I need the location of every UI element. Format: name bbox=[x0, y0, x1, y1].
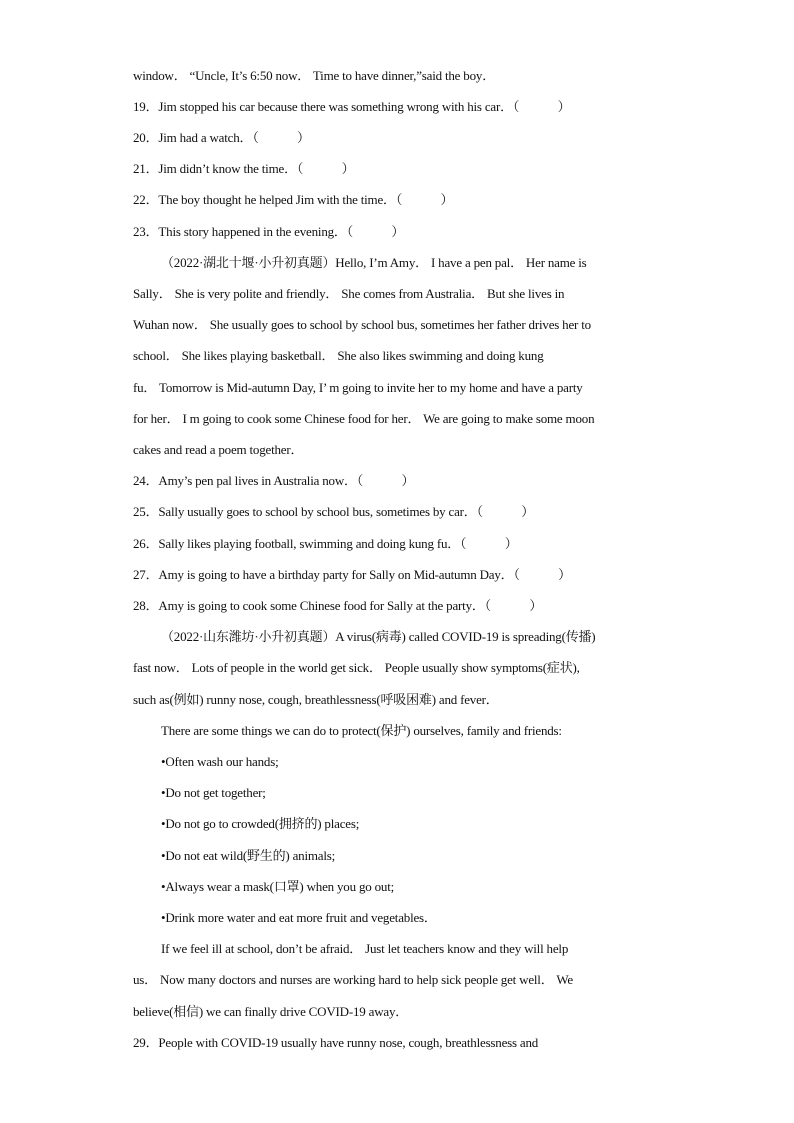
question-29: 29．People with COVID-19 usually have runny nose, cough, breathlessness and bbox=[133, 1035, 539, 1050]
question-26: 26．Sally likes playing football, swimming and doing kung fu．（ ） bbox=[133, 536, 518, 551]
passage-line: Wuhan now． She usually goes to school by school bus, sometimes her father drives her to bbox=[133, 317, 591, 332]
passage-line: such as(例如) runny nose, cough, breathlessness(呼吸困难) and fever． bbox=[133, 692, 499, 707]
bullet-item: •Do not eat wild(野生的) animals; bbox=[161, 848, 336, 863]
bullet-item: •Often wash our hands; bbox=[161, 754, 279, 769]
question-23: 23．This story happened in the evening．（ ） bbox=[133, 224, 405, 239]
question-25: 25．Sally usually goes to school by school bus, sometimes by car．（ ） bbox=[133, 504, 535, 519]
question-19: 19．Jim stopped his car because there was something wrong with his car．（ ） bbox=[133, 99, 571, 114]
bullet-item: •Do not go to crowded(拥挤的) places; bbox=[161, 816, 360, 831]
passage-line: for her． I m going to cook some Chinese food for her． We are going to make some moon bbox=[133, 411, 595, 426]
question-21: 21．Jim didn’t know the time．（ ） bbox=[133, 161, 355, 176]
bullet-item: •Do not get together; bbox=[161, 785, 266, 800]
passage-line: fast now． Lots of people in the world get sick． People usually show symptoms(症状), bbox=[133, 660, 580, 675]
passage-line: If we feel ill at school, don’t be afraid． Just let teachers know and they will help bbox=[161, 941, 569, 956]
bullet-item: •Always wear a mask(口罩) when you go out; bbox=[161, 879, 395, 894]
question-27: 27．Amy is going to have a birthday party for Sally on Mid-autumn Day．（ ） bbox=[133, 567, 571, 582]
passage-heading-line: （2022·山东潍坊·小升初真题）A virus(病毒) called COVID-19 is spreading(传播) bbox=[161, 629, 596, 644]
passage-line: fu． Tomorrow is Mid-autumn Day, I’ m going to invite her to my home and have a party bbox=[133, 380, 583, 395]
passage-line: Sally． She is very polite and friendly． She comes from Australia． But she lives in bbox=[133, 286, 565, 301]
passage-line: school． She likes playing basketball． She also likes swimming and doing kung bbox=[133, 348, 544, 363]
passage-line: window． “Uncle, It’s 6:50 now． Time to have dinner,”said the boy． bbox=[133, 68, 495, 83]
question-28: 28．Amy is going to cook some Chinese food for Sally at the party．（ ） bbox=[133, 598, 543, 613]
question-20: 20．Jim had a watch．（ ） bbox=[133, 130, 310, 145]
passage-heading-line: （2022·湖北十堰·小升初真题）Hello, I’m Amy． I have a pen pal． Her name is bbox=[161, 255, 587, 270]
passage-line: us． Now many doctors and nurses are working hard to help sick people get well． We bbox=[133, 972, 573, 987]
bullet-item: •Drink more water and eat more fruit and vegetables． bbox=[161, 910, 437, 925]
passage-line: There are some things we can do to protect(保护) ourselves, family and friends: bbox=[161, 723, 562, 738]
question-24: 24．Amy’s pen pal lives in Australia now．（ ） bbox=[133, 473, 415, 488]
passage-line: cakes and read a poem together． bbox=[133, 442, 304, 457]
passage-line: believe(相信) we can finally drive COVID-19 away． bbox=[133, 1004, 409, 1019]
question-22: 22．The boy thought he helped Jim with the time．（ ） bbox=[133, 192, 454, 207]
